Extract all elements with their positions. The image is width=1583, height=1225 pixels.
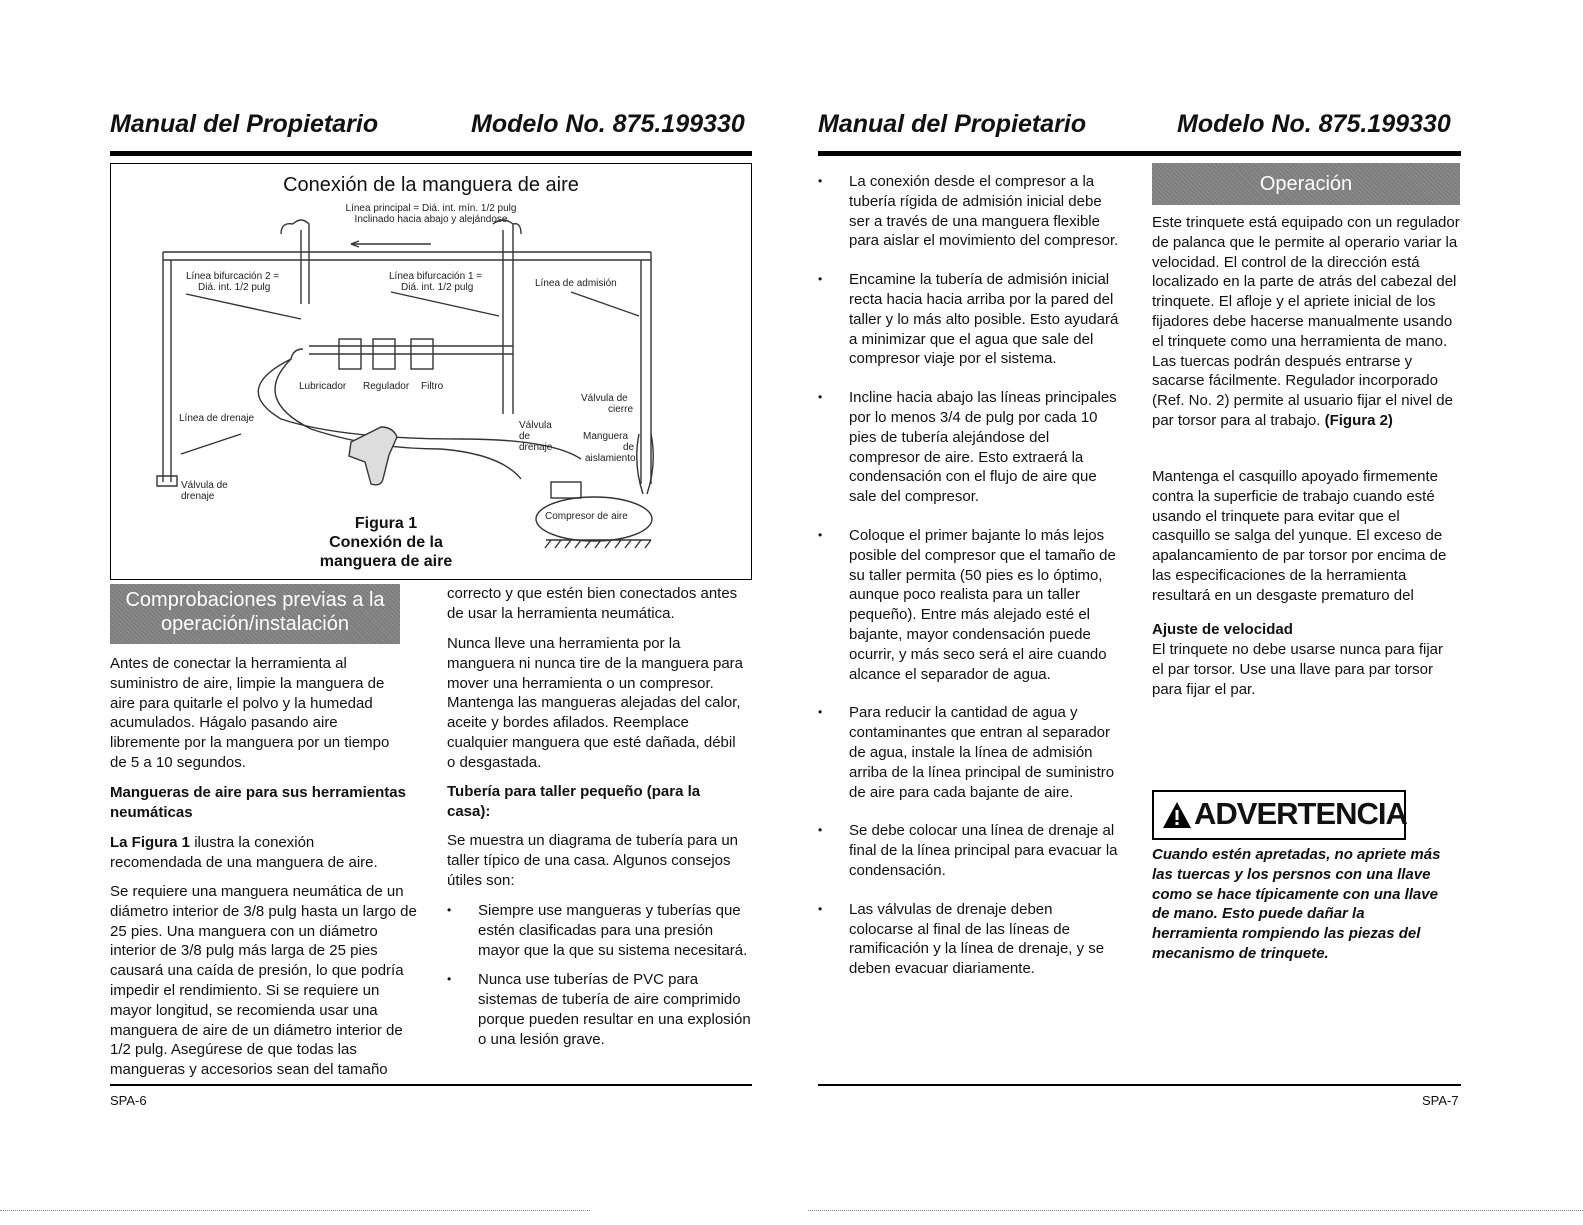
pre-operation-banner-line2: operación/instalación — [161, 613, 349, 635]
left-header-rule — [110, 151, 752, 156]
branch1-label-b: Diá. int. 1/2 pulg — [401, 282, 474, 293]
pre-operation-banner — [110, 584, 400, 644]
bottom-scan-edge-right — [808, 1210, 1583, 1211]
branch2-label-b: Diá. int. 1/2 pulg — [198, 282, 271, 293]
right-bullet-4: • Coloque el primer bajante lo más lejos posible del compresor que el tamaño de su taller permita (50 pies es lo óptimo, aunque poco realista para un taller pequeño). Entre más alejado esté el bajante, mayor condensación puede ocurrir, y más seco será el aire cuando alcance el separador de agua. — [818, 526, 1120, 684]
iso-hose-label: Manguera — [583, 431, 629, 442]
figure-box — [110, 163, 752, 580]
right-bullet-5: • Para reducir la cantidad de agua y contaminantes que entran al separador de agua, instale la línea de admisión arriba de la línea principal de suministro de aire para cada bajante de aire. — [818, 703, 1120, 802]
right-drain-valve-label: Válvula — [519, 420, 552, 431]
lubricator-label: Lubricador — [299, 381, 347, 392]
left-drain-valve-label: Válvula de — [181, 480, 228, 491]
right-header-rule — [818, 151, 1461, 156]
shutoff-valve-label-b: cierre — [608, 404, 634, 415]
left-paragraph-1: Antes de conectar la herramienta al suministro de aire, limpie la manguera de aire para quitarle el polvo y la humedad acumulados. Hágalo pasando aire libremente por la manguera por un tiempo de 5 a 10 segundos. — [110, 655, 390, 771]
right-bullet-7: • Las válvulas de drenaje deben colocarse al final de las líneas de ramificación y la línea de drenaje, y se deben evacuar diariamente. — [818, 900, 1120, 979]
right-model-number: Modelo No. 875.199330 — [1177, 110, 1451, 138]
right-page-number: SPA-7 — [1422, 1093, 1459, 1108]
right-bullet-list — [818, 172, 1120, 979]
left-footer-rule — [110, 1084, 752, 1086]
right-page-title: Manual del Propietario — [818, 110, 1087, 138]
shutoff-valve-label: Válvula de — [581, 393, 628, 404]
bottom-scan-edge-left — [0, 1210, 590, 1211]
warning-text: Cuando estén apretadas, no apriete más las tuercas y los persnos con una llave como se hace típicamente con una llave de mano. Esto puede dañar la herramienta rompiendo las piezas del mecanismo de trinquete. — [1152, 846, 1441, 962]
drain-line-label: Línea de drenaje — [179, 413, 255, 424]
right-drain-valve-label-b: de — [519, 431, 531, 442]
iso-hose-label-c: aislamiento — [585, 453, 636, 464]
iso-hose-label-b: de — [623, 442, 635, 453]
operation-banner: Operación — [1152, 163, 1460, 205]
middle-paragraph-2: Nunca lleve una herramienta por la manguera ni nunca tire de la manguera para mover una herramienta o un compresor. Mantenga las mangueras alejadas del calor, aceite y bordes afilados. Reemplace cualquier manguera que esté dañada, débil o desgastada. — [447, 635, 744, 771]
right-bullet-6: • Se debe colocar una línea de drenaje al final de la línea principal para evacuar la condensación. — [818, 821, 1120, 880]
operation-paragraph-1: Este trinquete está equipado con un regulador de palanca que le permite al operario variar la velocidad. El control de la dirección está localizado en la parte de atrás del cabezal del trinquete. El afloje y el apriete inicial de los fijadores debe hacerse manualmente usando el trinquete como una herramienta de mano. Las tuercas podrán después entrarse y sacarse fácilmente. Regulador incorporado (Ref. No. 2) permite al usuario fijar el nivel de par torsor para al trabajo. (Figura 2) — [1152, 214, 1460, 429]
pre-operation-banner-line1: Comprobaciones previas a la — [125, 589, 385, 611]
figure-caption-3: manguera de aire — [319, 553, 453, 570]
warning-box — [1152, 790, 1406, 840]
right-bullet-3: • Incline hacia abajo las líneas principales por lo menos 3/4 de pulg por cada 10 pies de tubería alejándose del compresor de aire. Esto extraerá la condensación con el flujo de aire que sale del compresor. — [818, 388, 1120, 507]
middle-heading-piping: Tubería para taller pequeño (para la casa): — [447, 783, 701, 820]
figure-caption-2: Conexión de la — [329, 534, 443, 551]
speed-adjust-paragraph: El trinquete no debe usarse nunca para fijar el par torsor. Use una llave para par torsor para fijar el par. — [1152, 641, 1444, 698]
branch1-label: Línea bifurcación 1 = — [389, 271, 483, 282]
branch2-label: Línea bifurcación 2 = — [186, 271, 280, 282]
left-paragraph-2: La Figura 1 ilustra la conexión recomendada de una manguera de aire. — [110, 834, 378, 871]
figure-caption — [111, 514, 661, 571]
left-page-title: Manual del Propietario — [110, 110, 379, 138]
right-bullet-1: • La conexión desde el compresor a la tubería rígida de admisión inicial debe ser a través de una manguera flexible para aislar el movimiento del compresor. — [818, 172, 1120, 251]
filter-label: Filtro — [421, 381, 444, 392]
right-bullet-2: • Encamine la tubería de admisión inicial recta hacia hacia arriba por la pared del taller y lo más alto posible. Esto ayudará a minimizar que el agua que sale del compresor viaje por el sistema. — [818, 270, 1120, 369]
left-page-number: SPA-6 — [110, 1093, 147, 1108]
speed-adjust-heading: Ajuste de velocidad — [1152, 621, 1293, 638]
middle-bullet-list — [447, 901, 752, 1050]
main-line-label: Línea principal = Diá. int. mín. 1/2 pulg — [345, 203, 517, 214]
right-footer-rule — [818, 1084, 1461, 1086]
middle-paragraph-3: Se muestra un diagrama de tubería para un taller típico de una casa. Algunos consejos útiles son: — [447, 832, 739, 889]
regulator-label: Regulador — [363, 381, 410, 392]
warning-title: ADVERTENCIA — [1194, 796, 1407, 831]
main-line-label-2: Inclinado hacia abajo y alejándose — [354, 214, 508, 225]
middle-bullet-1: • Siempre use mangueras y tuberías que estén clasificadas para una presión mayor que la que su sistema necesitará. — [447, 901, 752, 960]
figure-caption-1: Figura 1 — [354, 515, 418, 532]
left-drain-valve-label-b: drenaje — [181, 491, 215, 502]
left-model-number: Modelo No. 875.199330 — [471, 110, 745, 138]
right-drain-valve-label-c: drenaje — [519, 442, 553, 453]
figure-title: Conexión de la manguera de aire — [283, 174, 579, 196]
intake-label: Línea de admisión — [535, 278, 617, 289]
left-paragraph-3: Se requiere una manguera neumática de un diámetro interior de 3/8 pulg hasta un largo de 25 pies. Una manguera con un diámetro interior de 3/8 pulg más larga de 25 pies causará una caída de presión, lo que podría impedir el rendimiento. Si se requiere un mayor longitud, se recomienda usar una manguera de aire de un diámetro interior de 1/2 pulg. Asegúrese de que todas las mangueras y accesorios sean del tamaño — [110, 883, 417, 1079]
left-heading-hoses: Mangueras de aire para sus herramientas neumáticas — [110, 784, 406, 821]
middle-bullet-2: • Nunca use tuberías de PVC para sistemas de tubería de aire comprimido porque pueden resultar en una explosión o una lesión grave. — [447, 970, 752, 1049]
middle-paragraph-1: correcto y que estén bien conectados antes de usar la herramienta neumática. — [447, 585, 738, 622]
warning-triangle-icon — [1162, 801, 1192, 829]
compressor-label: Compresor de aire — [545, 511, 628, 522]
operation-paragraph-2: Mantenga el casquillo apoyado firmemente contra la superficie de trabajo cuando esté usando el trinquete para evitar que el casquillo se salga del yunque. El exceso de apalancamiento de par torsor por encima de las especificaciones de la herramienta resultará en un desgaste prematuro del — [1152, 468, 1447, 604]
